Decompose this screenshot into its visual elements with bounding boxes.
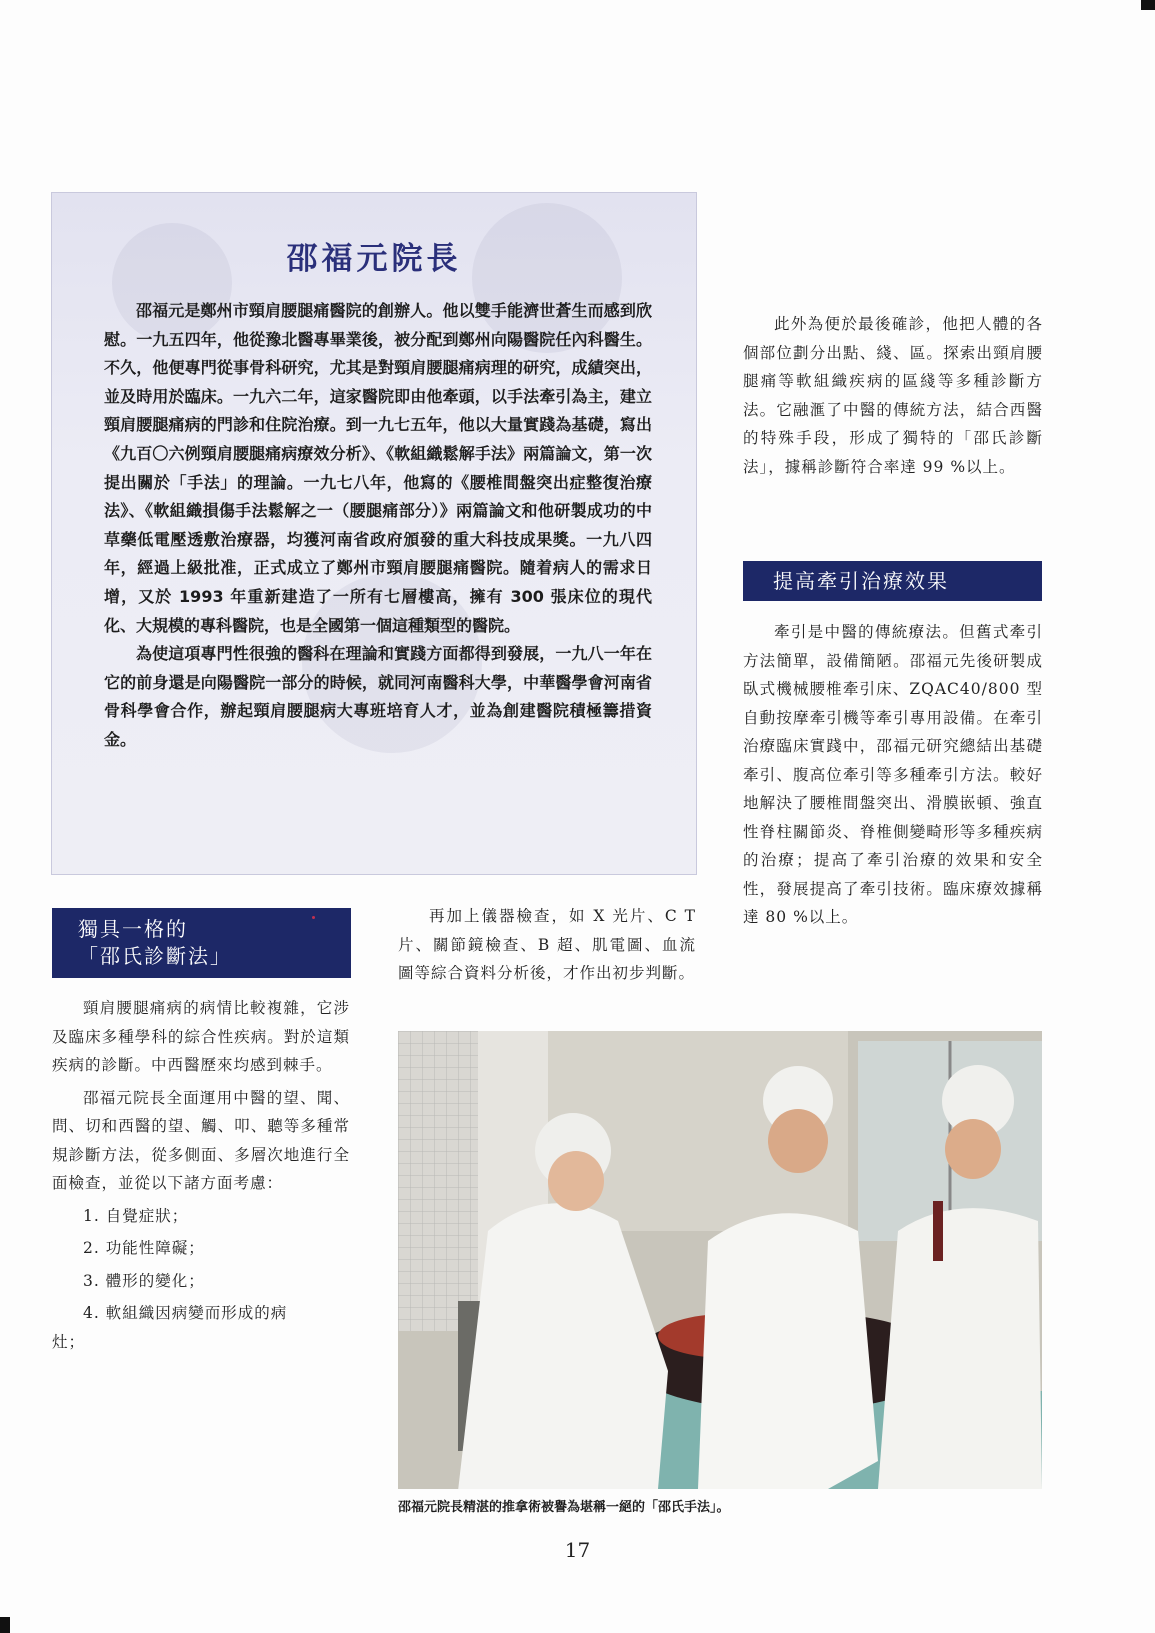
decorative-dot [312, 916, 315, 919]
list-item-continuation: 灶； [52, 1332, 86, 1351]
traction-paragraph: 牽引是中醫的傳統療法。但舊式牽引方法簡單，設備簡陋。邵福元先後研製成臥式機械腰椎牽引床、ZQAC40/800 型自動按摩牽引機等牽引專用設備。在牽引治療臨床實踐中，邵福元研究總結出基礎牽引、腹高位牽引等多種牽引方法。較好地解決了腰椎間盤突出、滑膜嵌頓、強直性脊柱關節炎、脊椎側變畸形等多種疾病的治療；提高了牽引治療的效果和安全性，發展提高了牽引技術。臨床療效據稱達 80 %以上。 [743, 623, 1043, 926]
diagnosis-intro-paragraph: 頸肩腰腿痛病的病情比較複雜，它涉及臨床多種學科的綜合性疾病。對於這類疾病的診斷。中西醫歷來均感到棘手。 [52, 999, 350, 1074]
crop-mark-bottom-left [0, 1617, 10, 1633]
photo-illustration [398, 1031, 1042, 1489]
list-item: 3. 體形的變化； [83, 1271, 205, 1290]
right-column-top [743, 310, 1043, 481]
right-column-body [743, 618, 1043, 932]
profile-paragraph: 邵福元是鄭州市頸肩腰腿痛醫院的創辦人。他以雙手能濟世蒼生而感到欣慰。一九五四年，他從豫北醫專畢業後，被分配到鄭州向陽醫院任內科醫生。不久，他便專門從事骨科研究，尤其是對頸肩腰腿痛病理的研究，成績突出，並及時用於臨床。一九六二年，這家醫院即由他牽頭，以手法牽引為主，建立頸肩腰腿痛病的門診和住院治療。到一九七五年，他以大量實踐為基礎，寫出《九百〇六例頸肩腰腿痛病療效分析》、《軟組織鬆解手法》兩篇論文，第一次提出關於「手法」的理論。一九七八年，他寫的《腰椎間盤突出症整復治療法》、《軟組織損傷手法鬆解之一（腰腿痛部分）》兩篇論文和他研製成功的中草藥低電壓透敷治療器，均獲河南省政府頒發的重大科技成果獎。一九八四年，經過上級批准，正式成立了鄭州市頸肩腰腿痛醫院。隨着病人的需求日增，又於 1993 年重新建造了一所有七層樓高，擁有 300 張床位的現代化、大規模的專科醫院，也是全國第一個這種類型的醫院。 [104, 301, 652, 635]
page-number: 17 [564, 1538, 591, 1562]
list-item: 1. 自覺症狀； [83, 1206, 189, 1225]
section-heading-line: 獨具一格的 [78, 917, 188, 941]
left-column-body [52, 994, 350, 1356]
profile-title: 邵福元院長 [286, 241, 462, 277]
crop-mark-top-right [1141, 0, 1155, 10]
profile-body [104, 297, 652, 755]
instrument-paragraph: 再加上儀器檢查，如 X 光片、C T 片、關節鏡檢查、B 超、肌電圖、血流圖等綜合資料分析後，才作出初步判斷。 [398, 907, 696, 982]
diagnosis-method-paragraph: 邵福元院長全面運用中醫的望、聞、問、切和西醫的望、觸、叩、聽等多種常規診斷方法，從多側面、多層次地進行全面檢查，並從以下諸方面考慮： [52, 1088, 350, 1192]
diagnosis-paragraph: 此外為便於最後確診，他把人體的各個部位劃分出點、綫、區。探索出頸肩腰腿痛等軟組織疾病的區綫等多種診斷方法。它融滙了中醫的傳統方法，結合西醫的特殊手段，形成了獨特的「邵氏診斷法」，據稱診斷符合率達 99 %以上。 [743, 315, 1043, 476]
photo-caption: 邵福元院長精湛的推拿術被譽為堪稱一絕的「邵氏手法」。 [398, 1500, 730, 1515]
middle-column-body [398, 902, 696, 988]
section-heading-line: 「邵氏診斷法」 [78, 944, 232, 968]
list-item: 2. 功能性障礙； [83, 1239, 205, 1257]
profile-paragraph: 為使這項專門性很強的醫科在理論和實踐方面都得到發展，一九八一年在它的前身還是向陽醫院一部分的時候，就同河南醫科大學，中華醫學會河南省骨科學會合作，辦起頸肩腰腿病大專班培育人才，並為創建醫院積極籌措資金。 [104, 644, 652, 749]
profile-box [51, 192, 697, 875]
list-item: 4. 軟組織因病變而形成的病 [83, 1304, 288, 1322]
section-heading-text: 提高牽引治療效果 [773, 569, 949, 593]
section-heading-traction [743, 561, 1042, 601]
photo-doctors-massage [398, 1031, 1042, 1489]
section-heading-diagnosis [52, 908, 351, 978]
